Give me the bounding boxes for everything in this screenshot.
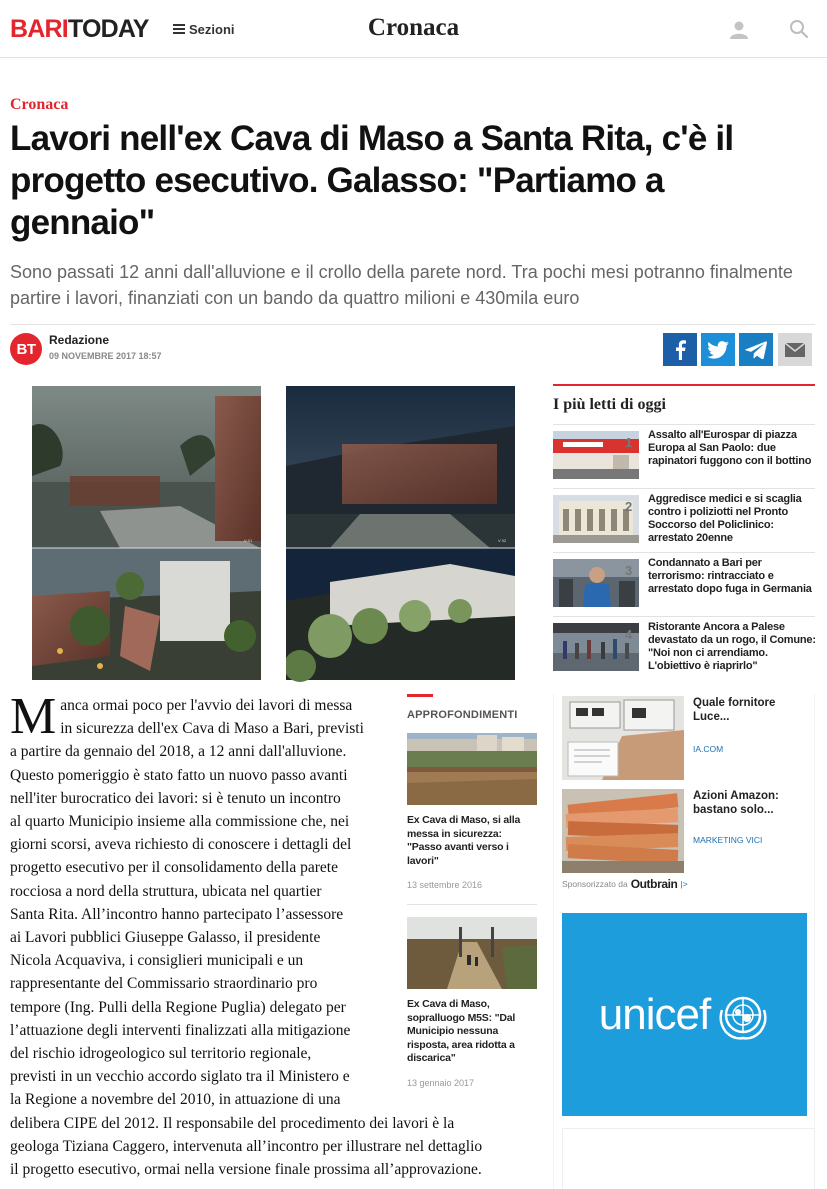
sponsored-title[interactable]: Quale fornitore Luce... <box>693 697 776 723</box>
dropcap: M <box>10 688 57 745</box>
body-line: geologa Tiziana Caggero, intervenuta all’incontro per illustrare nel dettaglio <box>10 1137 483 1155</box>
logo-bari: BARI <box>10 15 68 43</box>
related-thumbnail[interactable] <box>407 733 537 805</box>
most-read-item[interactable] <box>553 616 815 680</box>
body-line: Questo pomeriggio è stato fatto un nuovo passo avanti <box>10 766 348 784</box>
most-read-item[interactable] <box>553 424 815 488</box>
sponsored-content <box>562 694 815 891</box>
body-line: rocciosa a nord della struttura, ubicata nel quartier <box>10 882 322 900</box>
unicef-emblem-icon <box>716 988 770 1042</box>
related-article[interactable] <box>407 904 537 1088</box>
body-line: la Regione a novembre del 2010, in attuazione di una <box>10 1091 341 1109</box>
unicef-ad-banner[interactable] <box>562 913 807 1116</box>
body-line: giorni scorsi, aveva richiesto di conoscere i dettagli del <box>10 836 352 854</box>
sponsored-by[interactable] <box>562 877 815 891</box>
outbrain-logo[interactable]: Outbrain <box>630 877 678 891</box>
publish-date: 09 NOVEMBRE 2017 18:57 <box>49 351 162 361</box>
sponsored-thumbnail[interactable] <box>562 789 684 873</box>
facebook-icon <box>673 340 687 360</box>
render-label-1: V 01 <box>244 538 253 543</box>
body-line: a partire da gennaio del 2018, a 12 anni dall'alluvione. <box>10 743 347 761</box>
unicef-wordmark: unicef <box>598 989 711 1039</box>
body-line: delibera CIPE del 2012. Il responsabile del procedimento dei lavori è la <box>10 1114 455 1132</box>
article-byline <box>10 324 815 372</box>
body-line: anca ormai poco per l'avvio dei lavori di messa <box>60 697 353 714</box>
rank-number: 4 <box>625 627 633 642</box>
related-accent-bar <box>407 694 433 697</box>
site-logo[interactable] <box>10 14 149 44</box>
share-email-button[interactable] <box>778 333 812 366</box>
related-title: APPROFONDIMENTI <box>407 709 518 721</box>
ad-slot <box>562 1128 815 1189</box>
body-line: l’attuazione degli interventi finalizzati alla mitigazione <box>10 1021 351 1039</box>
body-line: del rischio idrogeologico sul territorio regionale, <box>10 1045 312 1063</box>
body-line: tempore (Ing. Pulli della Regione Puglia) delegato per <box>10 998 346 1016</box>
body-line: Nicola Acquaviva, i consiglieri municipali e un <box>10 952 304 970</box>
hamburger-icon <box>173 24 185 34</box>
most-read-title: I più letti di oggi <box>553 396 666 413</box>
most-read-headline[interactable]: Ristorante Ancora a Palese devastato da un rogo, il Comune: "Noi non ci arrendiamo. L'obiettivo è riaprirlo" <box>648 621 816 672</box>
body-line: Santa Rita. All’incontro hanno partecipato l’assessore <box>10 905 344 923</box>
rank-number: 2 <box>625 499 633 514</box>
sponsored-title[interactable]: Azioni Amazon: bastano solo... <box>693 790 779 816</box>
article-category-link[interactable]: Cronaca <box>10 96 69 113</box>
related-date: 13 settembre 2016 <box>407 880 483 890</box>
render-label-2: V 02 <box>498 538 507 543</box>
most-read-list <box>553 424 815 680</box>
author-name[interactable]: Redazione <box>49 333 110 347</box>
share-facebook-button[interactable] <box>663 333 697 366</box>
body-line: nell'iter burocratico dei lavori: si è tenuto un incontro <box>10 789 341 807</box>
search-icon[interactable] <box>789 19 809 39</box>
sponsored-source[interactable]: MARKETING VICI <box>693 835 763 845</box>
body-line: ai Lavori pubblici Giuseppe Galasso, il presidente <box>10 929 321 947</box>
related-headline[interactable]: Ex Cava di Maso, si alla messa in sicurezza: "Passo avanti verso i lavori" <box>407 814 521 867</box>
body-line: progetto esecutivo per il consolidamento della parete <box>10 859 338 877</box>
related-articles-box <box>407 694 537 1088</box>
author-avatar: BT <box>10 333 42 365</box>
article-subtitle: Sono passati 12 anni dall'alluvione e il crollo della parete nord. Tra pochi mesi potranno finalmente partire i lavori, finanziati con un bando da quattro milioni e 430mila euro <box>10 262 793 308</box>
article-main-image[interactable] <box>30 386 517 682</box>
sections-menu-label: Sezioni <box>189 21 235 37</box>
rank-number: 1 <box>625 435 633 450</box>
twitter-icon <box>707 341 729 359</box>
outbrain-mark-icon[interactable]: |> <box>680 879 688 889</box>
body-line: previsti in un vecchio accordo siglato tra il Ministero e <box>10 1068 350 1086</box>
most-read-item[interactable] <box>553 488 815 552</box>
rank-number: 3 <box>625 563 633 578</box>
related-headline[interactable]: Ex Cava di Maso, sopralluogo M5S: "Dal Municipio nessuna risposta, area ridotta a discarica" <box>407 998 516 1064</box>
most-read-item[interactable] <box>553 552 815 616</box>
most-read-sidebar <box>553 384 815 680</box>
related-article[interactable] <box>407 733 537 890</box>
render-collage <box>30 386 517 682</box>
logo-today: TODAY <box>67 15 149 43</box>
section-title: Cronaca <box>367 14 460 41</box>
body-line: rappresentante del Commissario straordinario pro <box>10 975 318 993</box>
user-icon[interactable] <box>729 20 749 40</box>
article-headline: Lavori nell'ex Cava di Maso a Santa Rita, c'è il progetto esecutivo. Galasso: "Partiamo a gennaio" <box>10 119 734 242</box>
body-line: al quarto Municipio insieme alla commissione che, nei <box>10 813 350 831</box>
sponsored-thumbnail[interactable] <box>562 696 684 780</box>
related-date: 13 gennaio 2017 <box>407 1077 475 1088</box>
body-line: il progetto esecutivo, ormai nella versione finale prossima all’approvazione. <box>10 1161 482 1179</box>
most-read-headline[interactable]: Assalto all'Eurospar di piazza Europa al San Paolo: due rapinatori fuggono con il bottino <box>648 429 812 467</box>
sidebar-accent-line <box>553 384 815 386</box>
telegram-icon <box>745 341 767 359</box>
top-navigation-bar <box>0 0 827 58</box>
related-thumbnail[interactable] <box>407 917 537 989</box>
sponsored-item[interactable] <box>562 787 815 875</box>
share-telegram-button[interactable] <box>739 333 773 366</box>
sponsored-item[interactable] <box>562 694 815 782</box>
sections-menu-button[interactable] <box>173 20 235 38</box>
mail-icon <box>785 343 805 357</box>
most-read-headline[interactable]: Aggredisce medici e si scaglia contro i poliziotti nel Pronto Soccorso del Policlinico: arrestato 20enne <box>648 493 802 544</box>
body-line: in sicurezza dell'ex Cava di Maso a Bari, previsti <box>60 720 364 738</box>
sponsored-label: Sponsorizzato da <box>562 879 628 889</box>
sponsored-source[interactable]: IA.COM <box>693 744 724 754</box>
most-read-headline[interactable]: Condannato a Bari per terrorismo: rintracciato e arrestato dopo fuga in Germania <box>648 557 812 595</box>
share-twitter-button[interactable] <box>701 333 735 366</box>
